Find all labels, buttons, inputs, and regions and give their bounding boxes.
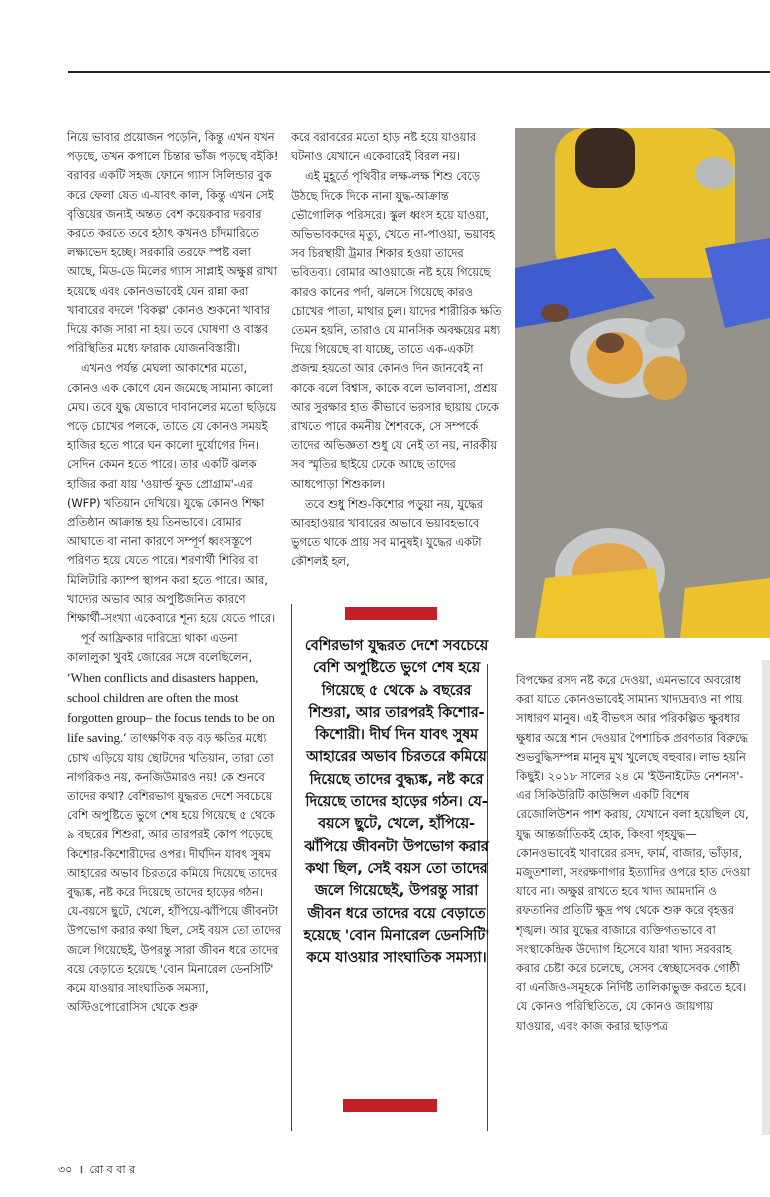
paragraph: তবে শুধু শিশু-কিশোর পড়ুয়া নয়, যুদ্ধের আবহাওয়ার খাবারের অভাবে ভয়াবহভাবে ভুগতে থাকে প্রায় সব মানুষই। যুদ্ধের একটা কৌশলই হল, <box>291 496 484 569</box>
paragraph: বিপক্ষের রসদ নষ্ট করে দেওয়া, এমনভাবে অবরোধ করা যাতে কোনওভাবেই সামান্য খাদ্যদ্রব্যও না পায় সাধারণ মানুষ। এই বীভৎস আর পরিকল্পিত ক্ষুরধার ক্ষুধার অস্ত্রে শান দেওয়ার পৈশাচিক প্রবণতার বিরুদ্ধে শুভবুদ্ধিসম্পন্ন মানুষ মুখ খুলেছে বহুবার। লাভ হয়নি কিছুই। ২০১৮ সালের ২৪ মে 'ইউনাইটেড নেশনস'-এর সিকিউরিটি কাউন্সিল একটি বিশেষ রেজোলিউশন পাশ করায়, যেখানে বলা হয়েছিল যে, যুদ্ধ আন্তর্জাতিকই হোক, কিংবা গৃহযুদ্ধ— কোনওভাবেই খাবারের রসদ, ফার্ম, বাজার, ভাঁড়ার, মজুতশালা, সংরক্ষণাগার ইত্যাদির ওপরে হাত দেওয়া যাবে না। অক্ষুণ্ণ রাখতে হবে খাদ্য আমদানি ও রফতানির প্রতিটি ক্ষুদ্র পথ থেকে শুরু করে বৃহত্তর শৃঙ্খল। আর যুদ্ধের বাজারে ব্যক্তিগতভাবে বা সংস্থাকেন্দ্রিক উদ্যোগ হিসেবে যারা খাদ্য সরবরাহ করার চেষ্টা করে চলেছে, সেসব স্বেচ্ছাসেবক গোষ্ঠী বা এনজিও-সমূহকে নির্দিষ্ট তালিকাভুক্ত করতে হবে। যে কোনও পরিস্থিতিতে, যে কোনও জায়গায় যাওয়ার, এবং কাজ করার ছাড়পত্র <box>516 673 750 1033</box>
children-eating-photo <box>515 128 770 638</box>
article-column-1 <box>67 128 281 1018</box>
paragraph: নিয়ে ভাবার প্রয়োজন পড়েনি, কিন্তু এখন যখন পড়ছে, তখন কপালে চিন্তার ভাঁজ পড়ছে বইকি! বরাবর একটি সহজ ফোনে গ্যাস সিলিন্ডার বুক করে ফেলা যেত এ-যাবৎ কাল, কিন্তু এখন সেই বৃত্তিয়ের জন্যই অন্তত বেশ কয়েকবার দরবার করতে করতে তবে হঠাৎ কখনও চাঁদমারিতে লক্ষ্যভেদ হচ্ছে। সরকারি তরফে স্পষ্ট বলা আছে, মিড-ডে মিলের গ্যাস সাপ্লাই অক্ষুণ্ণ রাখা হয়েছে এবং কোনওভাবেই যেন রান্না করা খাবারের বদলে 'বিকল্প' কোনও শুকনো খাবার দিয়ে কাজ সারা না হয়। তবে ঘোষণা ও বাস্তব পরিস্থিতির মধ্যে ফারাক যোজনবিস্তারী। <box>67 130 279 356</box>
page-number: ৩০ <box>58 1163 73 1176</box>
page-edge <box>762 660 770 1135</box>
footer-separator: । <box>78 1163 83 1176</box>
pull-quote-bar-top <box>345 607 437 620</box>
paragraph-lead: পূর্ব আফ্রিকার দারিদ্র্যে থাকা এডনা কালালুকা খুবই জোরের সঙ্গে বলেছিলেন, ‘ <box>67 631 252 685</box>
pull-quote: বেশিরভাগ যুদ্ধরত দেশে সবচেয়ে বেশি অপুষ্টিতে ভুগে শেষ হয়ে গিয়েছে ৫ থেকে ৯ বছরের শিশুরা, আর তারপরই কিশোর-কিশোরী। দীর্ঘ দিন যাবৎ সুষম আহারের অভাব চিরতরে কমিয়ে দিয়েছে তাদের বুদ্ধ্যঙ্ক, নষ্ট করে দিয়েছে তাদের হাড়ের গঠন। যে-বয়সে ছুটে, খেলে, হাঁপিয়ে-ঝাঁপিয়ে জীবনটা উপভোগ করার কথা ছিল, সেই বয়স তো তাদের জলে গিয়েছেই, উপরন্তু সারা জীবন ধরে তাদের বয়ে বেড়াতে হয়েছে 'বোন মিনারেল ডেনসিটি' কমে যাওয়ার সাংঘাতিক সমস্যা। <box>303 637 490 967</box>
page-footer <box>58 1161 135 1180</box>
paragraph: করে বরাবরের মতো হাড় নষ্ট হয়ে যাওয়ার ঘটনাও যেখানে একেবারেই বিরল নয়। <box>291 130 477 164</box>
article-column-3 <box>516 671 752 1037</box>
paragraph-rest: ’ তাৎক্ষণিক বড় বড় ক্ষতির মধ্যে চোখ এড়িয়ে যায় ছোটদের খতিয়ান, তারা তো নাগরিকও নয়, কনজিউমারও নয়! কে শুনবে তাদের কথা? বেশিরভাগ যুদ্ধরত দেশে সবচেয়ে বেশি অপুষ্টিতে ভুগে শেষ হয়ে গিয়েছে ৫ থেকে ৯ বছরের শিশুরা, আর তারপরই কোপ পড়েছে কিশোর-কিশোরীদের ওপর। দীর্ঘদিন যাবৎ সুষম আহারের অভাব চিরতরে কমিয়ে দিয়েছে তাদের বুদ্ধ্যঙ্ক, নষ্ট করে দিয়েছে তাদের হাড়ের গঠন। যে-বয়সে ছুটে, খেলে, হাঁপিয়ে-ঝাঁপিয়ে জীবনটা উপভোগ করার কথা ছিল, সেই বয়স তো তাদের জলে গিয়েছেই, উপরন্তু সারা জীবন ধরে তাদের বয়ে বেড়াতে হয়েছে 'বোন মিনারেল ডেনসিটি' কমে যাওয়ার সাংঘাতিক সমস্যা, অস্টিওপোরোসিস থেকে শুরু <box>67 731 281 1015</box>
english-quote: When conflicts and disasters happen, school children are often the most forgotten group– the focus tends to be on life saving. <box>67 669 275 746</box>
paragraph: এই মুহূর্তে পৃথিবীর লক্ষ-লক্ষ শিশু বেড়ে উঠছে দিকে দিকে নানা যুদ্ধ-আক্রান্ত ভৌগোলিক পরিসরে। স্কুল ধ্বংস হয়ে যাওয়া, অভিভাবকদের মৃত্যু, খেতে না-পাওয়া, ভয়াবহ সব চিরস্থায়ী ট্রমার শিকার হওয়া তাদের ভবিতব্য। বোমার আওয়াজে নষ্ট হয়ে গিয়েছে কারও কানের পর্দা, ঝলসে গিয়েছে কারও চোখের পাতা, মাথার চুল। যাদের শারীরিক ক্ষতি তেমন হয়নি, তারাও যে মানসিক অবক্ষয়ের মধ্য দিয়ে গিয়েছে বা যাচ্ছে, তাতে এক-একটা প্রজন্ম হয়তো আর কোনও দিন জানবেই না কাকে বলে বিশ্বাস, কাকে বলে ভালবাসা, প্রশ্রয় আর সুরক্ষার হাত কীভাবে ভরসার ছায়ায় ঢেকে রাখতে পারে কমনীয় শৈশবকে, সে সম্পর্কে তাদের অভিজ্ঞতা শুধু যে নেই তা নয়, নারকীয় সব স্মৃতির ছাইয়ে ঢেকে আছে তাদের আধপোড়া শিশুকাল। <box>291 169 502 491</box>
pull-quote-bar-bottom <box>343 1099 437 1112</box>
paragraph-quote <box>67 629 281 1017</box>
paragraph: এখনও পর্যন্ত মেঘলা আকাশের মতো, কোনও এক কোণে যেন জমেছে সামান্য কালো মেঘ। তবে যুদ্ধ যেভাবে দাবানলের মতো ছড়িয়ে পড়ে চোখের পলকে, তাতে যে কোনও সময়ই হাজির হতে পারে ঘন কালো দুর্যোগের দিন। সেদিন কেমন হতে পারে। তার একটি ঝলক হাজির করা যায় 'ওয়ার্ল্ড ফুড প্রোগ্রাম'-এর (WFP) খতিয়ান দেখিয়ে। যুদ্ধে কোনও শিক্ষা প্রতিষ্ঠান আক্রান্ত হয় তিনভাবে। বোমার আঘাতে বা নানা কারণে সম্পূর্ণ ধ্বংসস্তূপে পরিণত হয়ে যেতে পারে। শরণার্থী শিবির বা মিলিটারি ক্যাম্প স্থাপন করা হতে পারে। আর, খাদ্যের অভাব আর অপুষ্টিজনিত কারণে শিক্ষার্থী-সংখ্যা একেবারে শূন্য হয়ে যেতে পারে। <box>67 361 277 626</box>
magazine-name: রো ব বা র <box>89 1163 136 1176</box>
header-rule <box>68 71 770 73</box>
article-column-2 <box>291 128 503 573</box>
pull-quote-divider <box>291 604 292 1131</box>
photo-illustration <box>515 128 770 638</box>
